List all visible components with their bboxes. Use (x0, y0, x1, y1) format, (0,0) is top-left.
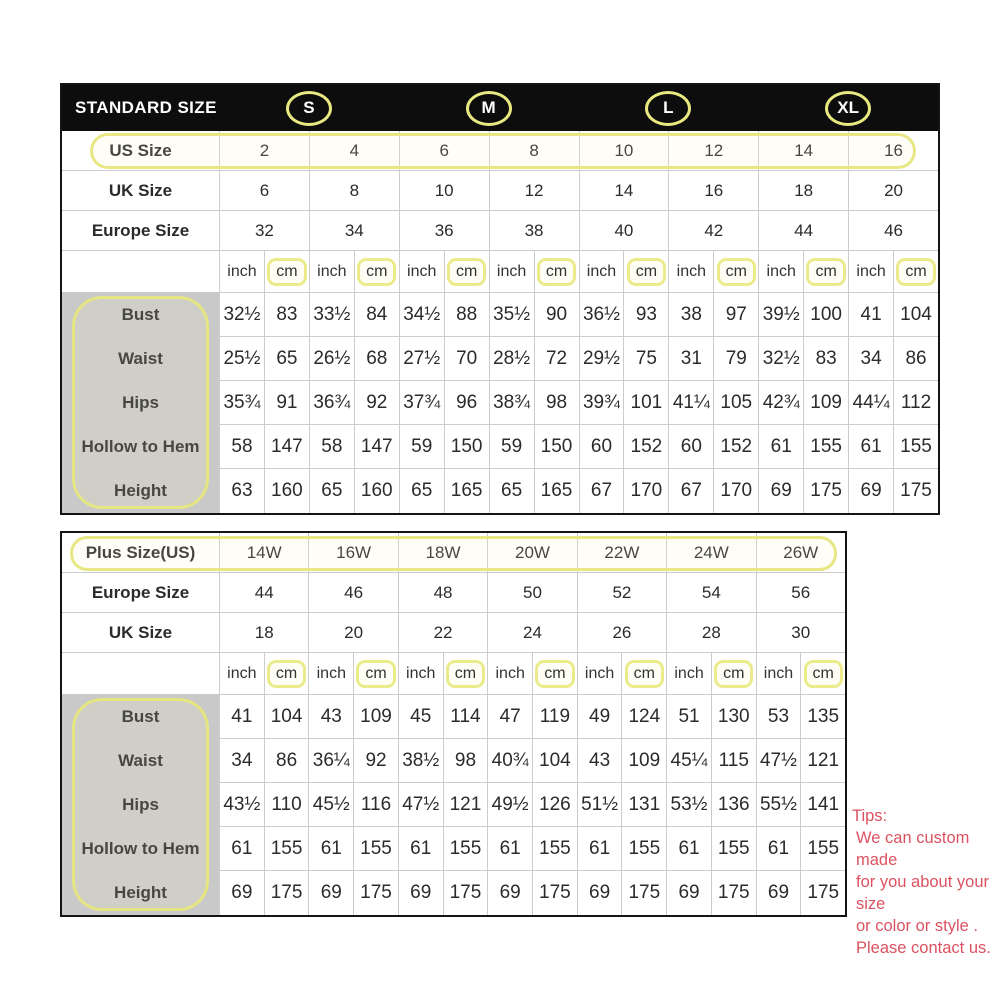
measurement-inch-value: 69 (756, 871, 801, 915)
unit-cm-cell (443, 653, 488, 694)
size-row (62, 171, 938, 211)
measurement-inch-value: 47 (487, 695, 532, 738)
tips-line: Please contact us. (856, 939, 991, 957)
measurement-cm-value: 152 (713, 425, 758, 468)
measurement-cm-value: 152 (623, 425, 668, 468)
measurement-label: Bust (62, 293, 219, 336)
measurement-row (62, 827, 845, 871)
unit-row-spacer (62, 653, 219, 694)
measurement-row (62, 337, 938, 381)
measurement-inch-value: 69 (398, 871, 443, 915)
measurement-row (62, 739, 845, 783)
unit-inch-cell: inch (399, 251, 444, 292)
measurement-cm-value: 79 (713, 337, 758, 380)
measurement-label: Hollow to Hem (62, 425, 219, 468)
measurement-inch-value: 42¾ (758, 381, 803, 424)
measurement-inch-value: 41 (219, 695, 264, 738)
cm-highlight: cm (535, 660, 574, 688)
measurement-cm-value: 175 (711, 871, 756, 915)
measurement-inch-value: 61 (219, 827, 264, 870)
measurement-label: Bust (62, 695, 219, 738)
size-value: 36 (399, 211, 489, 250)
measurement-inch-value: 45½ (308, 783, 353, 826)
unit-inch-cell: inch (756, 653, 801, 694)
measurement-cm-value: 147 (264, 425, 309, 468)
standard-size-table (60, 83, 940, 515)
measurement-cm-value: 135 (800, 695, 845, 738)
measurement-cm-value: 84 (354, 293, 399, 336)
measurement-inch-value: 25½ (219, 337, 264, 380)
measurement-inch-value: 27½ (399, 337, 444, 380)
measurement-cm-value: 104 (532, 739, 577, 782)
measurement-inch-value: 37¾ (399, 381, 444, 424)
measurement-cm-value: 170 (623, 469, 668, 513)
size-value: 20W (487, 533, 576, 572)
measurement-cm-value: 121 (443, 783, 488, 826)
measurement-cm-value: 105 (713, 381, 758, 424)
unit-cm-cell (264, 653, 309, 694)
size-oval-xl-highlight: XL (825, 91, 871, 126)
unit-inch-cell: inch (489, 251, 534, 292)
measurement-cm-value: 96 (444, 381, 489, 424)
plus-table-body (62, 533, 845, 915)
unit-inch-cell: inch (577, 653, 622, 694)
measurement-cm-value: 175 (803, 469, 848, 513)
measurement-inch-value: 61 (758, 425, 803, 468)
size-value: 44 (758, 211, 848, 250)
measurement-inch-value: 61 (398, 827, 443, 870)
plus-size-table (60, 531, 847, 917)
measurement-cm-value: 175 (800, 871, 845, 915)
measurement-cm-value: 155 (532, 827, 577, 870)
size-value: 24 (487, 613, 576, 652)
measurement-inch-value: 65 (309, 469, 354, 513)
measurement-inch-value: 36¾ (309, 381, 354, 424)
measurement-inch-value: 45 (398, 695, 443, 738)
cm-highlight: cm (357, 258, 396, 286)
cm-highlight: cm (717, 258, 756, 286)
measurement-cm-value: 68 (354, 337, 399, 380)
measurement-cm-value: 141 (800, 783, 845, 826)
measurement-cm-value: 147 (354, 425, 399, 468)
row-label: US Size (109, 140, 172, 160)
unit-inch-cell: inch (758, 251, 803, 292)
measurement-inch-value: 34 (219, 739, 264, 782)
measurement-label: Height (62, 469, 219, 513)
measurement-cm-value: 150 (534, 425, 579, 468)
tips-line: for you about your size (856, 873, 989, 913)
measurement-cm-value: 131 (621, 783, 666, 826)
measurement-cm-value: 155 (800, 827, 845, 870)
size-row (62, 573, 845, 613)
size-value: 18 (219, 613, 308, 652)
measurement-inch-value: 61 (666, 827, 711, 870)
measurement-inch-value: 61 (308, 827, 353, 870)
measurement-cm-value: 92 (353, 739, 398, 782)
size-value: 32 (219, 211, 309, 250)
unit-inch-cell: inch (309, 251, 354, 292)
measurement-cm-value: 92 (354, 381, 399, 424)
measurement-inch-value: 26½ (309, 337, 354, 380)
size-value: 12 (489, 171, 579, 210)
measurement-inch-value: 39¾ (579, 381, 624, 424)
measurement-inch-value: 43½ (219, 783, 264, 826)
cm-highlight: cm (625, 660, 664, 688)
size-value: 24W (666, 533, 755, 572)
measurement-cm-value: 150 (444, 425, 489, 468)
size-value: 6 (219, 171, 309, 210)
unit-inch-cell: inch (487, 653, 532, 694)
size-value: 44 (219, 573, 308, 612)
tips-title: Tips: (852, 807, 888, 825)
measurement-cm-value: 160 (264, 469, 309, 513)
size-value: 52 (577, 573, 666, 612)
measurement-cm-value: 175 (532, 871, 577, 915)
measurement-cm-value: 155 (893, 425, 938, 468)
measurement-inch-value: 69 (577, 871, 622, 915)
measurement-inch-value: 60 (668, 425, 713, 468)
row-label: Europe Size (91, 582, 190, 602)
size-row (62, 131, 938, 171)
measurement-cm-value: 88 (444, 293, 489, 336)
size-value: 34 (309, 211, 399, 250)
standard-size-header-bar (62, 85, 938, 131)
measurement-cm-value: 90 (534, 293, 579, 336)
measurement-cm-value: 72 (534, 337, 579, 380)
unit-cm-cell (534, 251, 579, 292)
cm-highlight: cm (714, 660, 753, 688)
measurement-inch-value: 65 (399, 469, 444, 513)
measurement-inch-value: 67 (668, 469, 713, 513)
measurement-cm-value: 100 (803, 293, 848, 336)
unit-inch-cell: inch (668, 251, 713, 292)
measurement-cm-value: 160 (354, 469, 399, 513)
measurement-label: Height (62, 871, 219, 915)
measurement-cm-value: 175 (264, 871, 309, 915)
standard-size-title: STANDARD SIZE (75, 98, 217, 117)
unit-cm-cell (532, 653, 577, 694)
measurement-inch-value: 69 (666, 871, 711, 915)
measurement-cm-value: 75 (623, 337, 668, 380)
measurement-row (62, 381, 938, 425)
measurement-inch-value: 65 (489, 469, 534, 513)
measurement-cm-value: 130 (711, 695, 756, 738)
size-value: 26W (756, 533, 845, 572)
measurement-inch-value: 63 (219, 469, 264, 513)
cm-highlight: cm (896, 258, 935, 286)
unit-cm-cell (623, 251, 668, 292)
measurement-inch-value: 47½ (398, 783, 443, 826)
measurement-inch-value: 38 (668, 293, 713, 336)
measurement-cm-value: 155 (443, 827, 488, 870)
cm-highlight: cm (267, 258, 306, 286)
size-value: 18W (398, 533, 487, 572)
measurement-inch-value: 41 (848, 293, 893, 336)
measurement-inch-value: 59 (399, 425, 444, 468)
measurement-cm-value: 104 (893, 293, 938, 336)
measurement-cm-value: 86 (893, 337, 938, 380)
size-value: 4 (309, 131, 399, 170)
measurement-cm-value: 119 (532, 695, 577, 738)
unit-row-spacer (62, 251, 219, 292)
size-value: 26 (577, 613, 666, 652)
measurement-label: Waist (62, 337, 219, 380)
unit-inch-cell: inch (666, 653, 711, 694)
standard-table-body (62, 131, 938, 513)
size-value: 38 (489, 211, 579, 250)
measurement-cm-value: 124 (621, 695, 666, 738)
tips-note (852, 805, 1000, 959)
measurement-row (62, 695, 845, 739)
measurement-inch-value: 41¼ (668, 381, 713, 424)
size-value: 22 (398, 613, 487, 652)
measurement-cm-value: 165 (444, 469, 489, 513)
size-value: 14 (758, 131, 848, 170)
unit-cm-cell (803, 251, 848, 292)
size-value: 8 (309, 171, 399, 210)
measurement-label: Hips (62, 783, 219, 826)
cm-highlight: cm (537, 258, 576, 286)
measurement-inch-value: 29½ (579, 337, 624, 380)
size-value: 50 (487, 573, 576, 612)
measurement-inch-value: 60 (579, 425, 624, 468)
measurement-inch-value: 38½ (398, 739, 443, 782)
size-group-xl (758, 91, 938, 126)
measurement-cm-value: 175 (353, 871, 398, 915)
measurement-cm-value: 83 (803, 337, 848, 380)
measurement-cm-value: 98 (443, 739, 488, 782)
measurement-cm-value: 155 (711, 827, 756, 870)
measurement-cm-value: 126 (532, 783, 577, 826)
measurement-row (62, 783, 845, 827)
size-value: 46 (848, 211, 938, 250)
measurement-cm-value: 98 (534, 381, 579, 424)
measurement-inch-value: 43 (308, 695, 353, 738)
size-value: 30 (756, 613, 845, 652)
unit-cm-cell (264, 251, 309, 292)
measurement-cm-value: 91 (264, 381, 309, 424)
measurement-cm-value: 175 (443, 871, 488, 915)
measurement-inch-value: 34½ (399, 293, 444, 336)
tips-line: We can custom made (856, 829, 970, 869)
measurement-inch-value: 43 (577, 739, 622, 782)
unit-cm-cell (621, 653, 666, 694)
measurement-row (62, 293, 938, 337)
size-value: 42 (668, 211, 758, 250)
measurement-cm-value: 86 (264, 739, 309, 782)
tips-line: or color or style . (856, 917, 978, 935)
unit-cm-cell (713, 251, 758, 292)
size-value: 20 (848, 171, 938, 210)
unit-cm-cell (711, 653, 756, 694)
size-value: 14W (219, 533, 308, 572)
cm-highlight: cm (447, 258, 486, 286)
size-oval-l-highlight: L (645, 91, 691, 126)
cm-highlight: cm (806, 258, 845, 286)
measurement-cm-value: 165 (534, 469, 579, 513)
measurement-inch-value: 36¼ (308, 739, 353, 782)
measurement-inch-value: 38¾ (489, 381, 534, 424)
measurement-cm-value: 109 (803, 381, 848, 424)
cm-highlight: cm (446, 660, 485, 688)
measurement-inch-value: 33½ (309, 293, 354, 336)
size-group-m (399, 91, 579, 126)
measurement-cm-value: 175 (893, 469, 938, 513)
row-label: Plus Size(US) (85, 542, 196, 562)
measurement-label: Hollow to Hem (62, 827, 219, 870)
measurement-cm-value: 155 (803, 425, 848, 468)
unit-inch-cell: inch (579, 251, 624, 292)
measurement-cm-value: 65 (264, 337, 309, 380)
measurement-inch-value: 35½ (489, 293, 534, 336)
cm-highlight: cm (267, 660, 306, 688)
size-value: 40 (579, 211, 669, 250)
measurement-inch-value: 51 (666, 695, 711, 738)
measurement-inch-value: 61 (487, 827, 532, 870)
measurement-inch-value: 61 (848, 425, 893, 468)
size-value: 2 (219, 131, 309, 170)
measurement-row (62, 871, 845, 915)
size-value: 22W (577, 533, 666, 572)
measurement-inch-value: 61 (577, 827, 622, 870)
unit-cm-cell (893, 251, 938, 292)
size-value: 18 (758, 171, 848, 210)
size-row (62, 613, 845, 653)
unit-cm-cell (354, 251, 399, 292)
measurement-inch-value: 55½ (756, 783, 801, 826)
measurement-cm-value: 155 (353, 827, 398, 870)
measurement-row (62, 425, 938, 469)
measurement-inch-value: 53½ (666, 783, 711, 826)
measurement-inch-value: 58 (219, 425, 264, 468)
measurement-cm-value: 170 (713, 469, 758, 513)
size-value: 54 (666, 573, 755, 612)
measurement-inch-value: 36½ (579, 293, 624, 336)
measurement-inch-value: 69 (308, 871, 353, 915)
row-label: UK Size (108, 622, 173, 642)
unit-inch-cell: inch (219, 251, 264, 292)
measurement-inch-value: 44¼ (848, 381, 893, 424)
measurement-inch-value: 53 (756, 695, 801, 738)
measurement-inch-value: 49½ (487, 783, 532, 826)
measurement-cm-value: 101 (623, 381, 668, 424)
cm-highlight: cm (627, 258, 666, 286)
unit-inch-cell: inch (848, 251, 893, 292)
size-row (62, 211, 938, 251)
measurement-cm-value: 104 (264, 695, 309, 738)
unit-row (62, 653, 845, 695)
row-label: UK Size (108, 180, 173, 200)
measurement-inch-value: 51½ (577, 783, 622, 826)
measurement-row (62, 469, 938, 513)
measurement-inch-value: 69 (219, 871, 264, 915)
size-value: 10 (399, 171, 489, 210)
unit-inch-cell: inch (398, 653, 443, 694)
measurement-inch-value: 58 (309, 425, 354, 468)
measurement-inch-value: 49 (577, 695, 622, 738)
measurement-cm-value: 70 (444, 337, 489, 380)
size-value: 16 (668, 171, 758, 210)
unit-cm-cell (800, 653, 845, 694)
measurement-cm-value: 155 (264, 827, 309, 870)
size-value: 6 (399, 131, 489, 170)
unit-cm-cell (444, 251, 489, 292)
measurement-cm-value: 155 (621, 827, 666, 870)
measurement-inch-value: 69 (758, 469, 803, 513)
measurement-inch-value: 45¼ (666, 739, 711, 782)
size-value: 16W (308, 533, 397, 572)
measurement-cm-value: 97 (713, 293, 758, 336)
measurement-cm-value: 109 (353, 695, 398, 738)
size-value: 48 (398, 573, 487, 612)
measurement-cm-value: 109 (621, 739, 666, 782)
measurement-inch-value: 40¾ (487, 739, 532, 782)
measurement-inch-value: 67 (579, 469, 624, 513)
measurement-inch-value: 28½ (489, 337, 534, 380)
unit-cm-cell (353, 653, 398, 694)
measurement-inch-value: 32½ (219, 293, 264, 336)
size-group-s (219, 91, 399, 126)
measurement-cm-value: 115 (711, 739, 756, 782)
unit-inch-cell: inch (308, 653, 353, 694)
measurement-inch-value: 31 (668, 337, 713, 380)
size-value: 16 (848, 131, 938, 170)
measurement-cm-value: 93 (623, 293, 668, 336)
size-value: 56 (756, 573, 845, 612)
size-group-l (579, 91, 759, 126)
measurement-inch-value: 59 (489, 425, 534, 468)
size-value: 28 (666, 613, 755, 652)
cm-highlight: cm (356, 660, 395, 688)
measurement-inch-value: 35¾ (219, 381, 264, 424)
measurement-cm-value: 83 (264, 293, 309, 336)
measurement-cm-value: 136 (711, 783, 756, 826)
measurement-cm-value: 175 (621, 871, 666, 915)
size-value: 46 (308, 573, 397, 612)
measurement-cm-value: 116 (353, 783, 398, 826)
unit-inch-cell: inch (219, 653, 264, 694)
measurement-inch-value: 61 (756, 827, 801, 870)
unit-row (62, 251, 938, 293)
measurement-inch-value: 32½ (758, 337, 803, 380)
size-value: 10 (579, 131, 669, 170)
row-label: Europe Size (91, 220, 190, 240)
measurement-cm-value: 121 (800, 739, 845, 782)
size-value: 14 (579, 171, 669, 210)
measurement-inch-value: 47½ (756, 739, 801, 782)
size-oval-s-highlight: S (286, 91, 332, 126)
measurement-cm-value: 110 (264, 783, 309, 826)
size-oval-m-highlight: M (466, 91, 512, 126)
measurement-cm-value: 114 (443, 695, 488, 738)
measurement-label: Hips (62, 381, 219, 424)
cm-highlight: cm (804, 660, 843, 688)
measurement-inch-value: 39½ (758, 293, 803, 336)
size-row (62, 533, 845, 573)
size-value: 12 (668, 131, 758, 170)
measurement-cm-value: 112 (893, 381, 938, 424)
measurement-inch-value: 69 (487, 871, 532, 915)
size-value: 8 (489, 131, 579, 170)
measurement-label: Waist (62, 739, 219, 782)
size-value: 20 (308, 613, 397, 652)
measurement-inch-value: 34 (848, 337, 893, 380)
measurement-inch-value: 69 (848, 469, 893, 513)
